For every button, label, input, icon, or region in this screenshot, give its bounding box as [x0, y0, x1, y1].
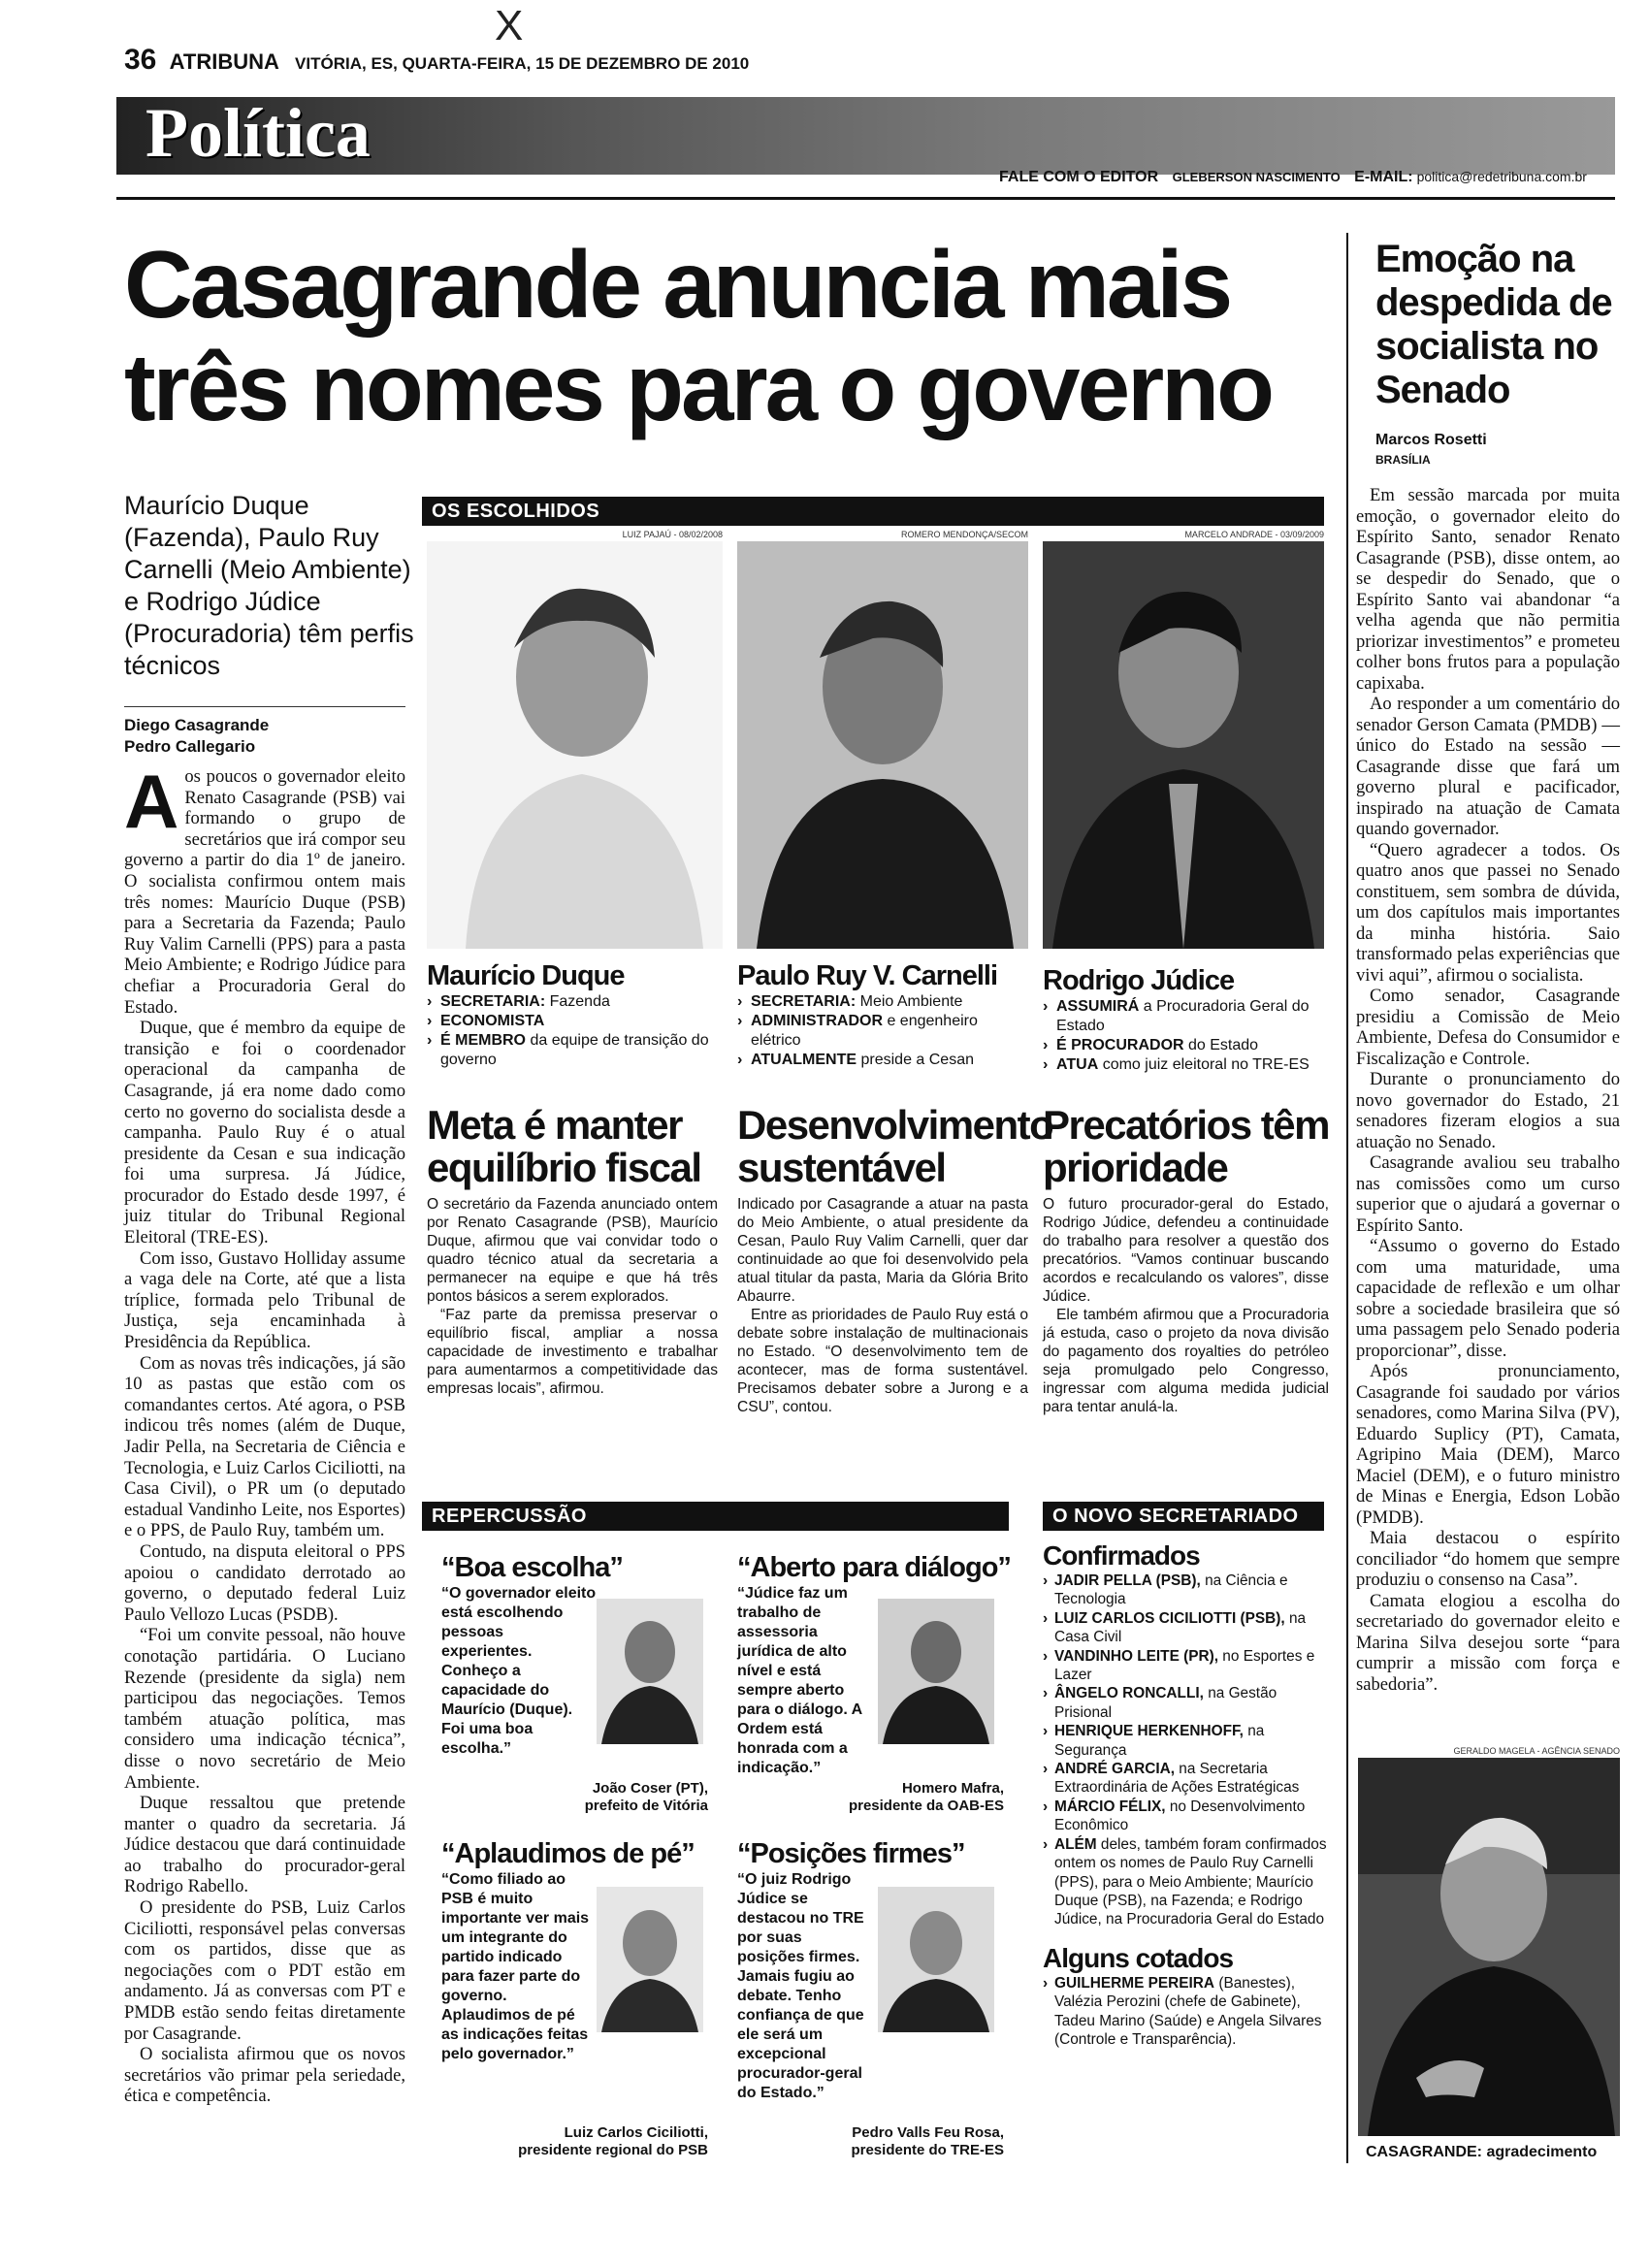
cotados-list — [1043, 1974, 1329, 2050]
drop-cap: A — [124, 759, 179, 844]
paragraph: Camata elogiou a escolha do secretariado do governador eleito e Marina Silva desejou sorte “para cumprir a missão com força e sabedoria”. — [1356, 1590, 1620, 1695]
profile-fact: › É MEMBRO da equipe de transição do governo — [427, 1031, 718, 1070]
story-body: O futuro procurador-geral do Estado, Rodrigo Júdice, defendeu a continuidade do trabalho para resolver a questão dos precatórios. “Vamos continuar buscando acordos e recalculando os valores”, disse Júdice. Ele também afirmou que a Procuradoria já estuda, caso o projeto da nova divisão do pagamento dos royalties do petróleo seja promulgado pelo Congresso, ingressar com alguma medida judicial para tentar anulá-la. — [1043, 1196, 1329, 1415]
list-item: › JADIR PELLA (PSB), na Ciência e Tecnologia — [1043, 1571, 1329, 1609]
photo-mauricio-duque — [427, 541, 723, 949]
story-headline: Precatórios têm prioridade — [1043, 1102, 1329, 1190]
story-fazenda — [427, 1104, 718, 1398]
paragraph: O socialista afirmou que os novos secretários vão primar pela seriedade, ética e competência. — [124, 2044, 405, 2107]
byline-2: Pedro Callegario — [124, 737, 256, 756]
page-number: 36 — [124, 44, 157, 76]
confirmados-heading: Confirmados — [1043, 1540, 1200, 1571]
quote-source: Homero Mafra, presidente da OAB-ES — [848, 1780, 1004, 1814]
photo-pedro-valls-feu-rosa — [878, 1887, 994, 2032]
paragraph: Duque, que é membro da equipe de transição e foi o coordenador operacional da campanha de Casagrande, já era nome dado como certo no governo do socialista desde a campanha. Paulo Ruy é o atual presidente da Cesan e sua indicação foi uma surpresa. Já Júdice, procurador do Estado desde 1997, é juiz titular do Tribunal Regional Eleitoral (TRE-ES). — [124, 1018, 405, 1248]
story-meio-ambiente — [737, 1102, 1053, 1416]
profile-name: Maurício Duque — [427, 960, 625, 991]
editor-name: GLEBERSON NASCIMENTO — [1172, 170, 1341, 184]
photo-casagrande — [1358, 1758, 1620, 2136]
story-body: Indicado por Casagrande a atuar na pasta do Meio Ambiente, o atual presidente da Cesan, Paulo Ruy Valim Carnelli, quer dar continuidade ao que foi desenvolvido pela atual titular da pasta, Maria da Glória Brito Abaurre. Entre as prioridades de Paulo Ruy está o debate sobre instalação de multinacionais no Estado. “O desenvolvimento tem de acontecer, mas de forma sustentável. Precisamos debater sobre a Jurong e a CSU”, contou. — [737, 1196, 1028, 1415]
profile-fact: › ATUALMENTE preside a Cesan — [737, 1051, 1028, 1070]
section-title: Política — [146, 94, 371, 172]
paragraph: Em sessão marcada por muita emoção, o governador eleito do Espírito Santo, senador Renato Casagrande (PSB), disse ontem, ao se despedir do Senado, que o Espírito Santo vai abandonar “a velha agenda que não permitia priorizar investimentos” e prometeu colher bons frutos para a população capixaba. — [1356, 485, 1620, 694]
quote-source: João Coser (PT), prefeito de Vitória — [584, 1780, 708, 1814]
column-rule — [1346, 233, 1348, 2163]
section-bar-repercussao: REPERCUSSÃO — [422, 1502, 1009, 1531]
section-bar-escolhidos: OS ESCOLHIDOS — [422, 497, 1324, 526]
list-item: › LUIZ CARLOS CICILIOTTI (PSB), na Casa Civil — [1043, 1609, 1329, 1647]
paragraph: Aos poucos o governador eleito Renato Casagrande (PSB) vai formando o grupo de secretários que irá compor seu governo a partir do dia 1º de janeiro. O socialista confirmou ontem mais três nomes: Maurício Duque (PSB) para a Secretaria da Fazenda; Paulo Ruy Valim Carnelli (PPS) para a pasta Meio Ambiente; e Rodrigo Júdice para chefiar a Procuradoria Geral do Estado. — [124, 759, 405, 1018]
list-item: › GUILHERME PEREIRA (Banestes), Valézia Perozini (chefe de Gabinete), Tadeu Marino (Saúde) e Angela Silvares (Controle e Transparência). — [1043, 1974, 1329, 2050]
byline-1: Diego Casagrande — [124, 716, 270, 734]
editor-contact — [999, 169, 1597, 186]
side-author: Marcos Rosetti — [1375, 432, 1487, 448]
story-headline: Desenvolvimento sustentável — [737, 1102, 1053, 1190]
story-body: O secretário da Fazenda anunciado ontem por Renato Casagrande (PSB), Maurício Duque, afirmou que vai convidar todo o quadro técnico atual da secretaria a permanecer na equipe e que há três pontos básicos a serem explorados. “Faz parte da premissa preservar o equilíbrio fiscal, ampliar a nossa capacidade de investimento e trabalhar para aumentarmos a competitividade das empresas locais”, afirmou. — [427, 1196, 718, 1397]
cotados-heading: Alguns cotados — [1043, 1942, 1234, 1973]
photo-credit: LUIZ PAJAÚ - 08/02/2008 — [622, 530, 723, 539]
paragraph: Duque ressaltou que pretende manter o quadro da secretaria. Já Júdice destacou que dará continuidade ao trabalho do procurador-geral Rodrigo Rabello. — [124, 1793, 405, 1897]
page-folio — [124, 44, 749, 77]
profile-facts — [427, 992, 718, 1070]
main-story-body — [124, 759, 405, 2107]
profile-rodrigo-judice — [1043, 965, 1329, 1075]
photo-luiz-carlos-ciciliotti — [597, 1887, 703, 2032]
novo-secretariado-list — [1043, 1540, 1329, 2049]
main-headline — [124, 233, 1346, 438]
paragraph: “Assumo o governo do Estado com uma maturidade, uma capacidade de reflexão e um olhar sobre a sociedade brasileira que só uma passagem pelo Senado poderia proporcionar”, disse. — [1356, 1236, 1620, 1361]
profile-name: Paulo Ruy V. Carnelli — [737, 960, 998, 991]
paragraph: Contudo, na disputa eleitoral o PPS apoiou o candidato derrotado ao governo, o deputado federal Luiz Paulo Vellozo Lucas (PSDB). — [124, 1540, 405, 1625]
list-item: › ALÉM deles, também foram confirmados ontem os nomes de Paulo Ruy Carnelli (PPS), para o Meio Ambiente; Maurício Duque (PSB), na Fazenda; e Rodrigo Júdice, na Procuradoria Geral do Estado — [1043, 1835, 1329, 1929]
story-headline: Meta é manter equilíbrio fiscal — [427, 1102, 701, 1190]
quote-text: “O juiz Rodrigo Júdice se destacou no TRE por suas posições firmes. Jamais fugiu ao debate. Tenho confiança de que ele será um excepcional procurador-geral do Estado.” — [737, 1871, 864, 2101]
profile-fact: › SECRETARIA: Meio Ambiente — [737, 992, 1028, 1012]
list-item: › MÁRCIO FÉLIX, no Desenvolvimento Econômico — [1043, 1798, 1329, 1835]
paragraph: Maia destacou o espírito conciliador “do homem que sempre produziu o consenso na Casa”. — [1356, 1528, 1620, 1590]
quote-text: “Júdice faz um trabalho de assessoria jurídica de alto nível e está sempre aberto para o diálogo. A Ordem está honrada com a indicação.” — [737, 1585, 862, 1776]
profile-mauricio-duque — [427, 960, 718, 1070]
headline-line-1: Casagrande anuncia mais — [124, 231, 1231, 338]
photo-rodrigo-judice — [1043, 541, 1324, 949]
side-dateline: BRASÍLIA — [1375, 453, 1431, 467]
list-item: › ÂNGELO RONCALLI, na Gestão Prisional — [1043, 1684, 1329, 1722]
side-story-body — [1356, 485, 1620, 1695]
header-rule — [116, 197, 1615, 200]
paragraph: Ao responder a um comentário do senador Gerson Camata (PMDB) — único do Estado na sessão — Casagrande disse que fará um governo plural e pacificador, inspirado na atuação de Camata quando governador. — [1356, 694, 1620, 839]
paragraph: Como senador, Casagrande presidiu a Comissão de Meio Ambiente, Defesa do Consumidor e Fiscalização e Controle. — [1356, 986, 1620, 1069]
paragraph: Casagrande avaliou seu trabalho nas comissões como um curso superior que o ajudará a governar o Espírito Santo. — [1356, 1152, 1620, 1236]
quote-headline: “Boa escolha” — [441, 1552, 623, 1583]
list-item: › HENRIQUE HERKENHOFF, na Segurança — [1043, 1722, 1329, 1760]
profile-fact: › SECRETARIA: Fazenda — [427, 992, 718, 1012]
photo-homero-mafra — [878, 1599, 994, 1744]
paragraph: Durante o pronunciamento do novo governador do Estado, 21 senadores fizeram elogios a sua atuação no Senado. — [1356, 1069, 1620, 1152]
quote-headline: “Aberto para diálogo” — [737, 1552, 1011, 1583]
profile-name: Rodrigo Júdice — [1043, 965, 1235, 996]
paragraph: O presidente do PSB, Luiz Carlos Ciciliotti, responsável pelas conversas com os partidos, disse que as negociações com o PDT estão em andamento. Já as conversas com PT e PMDB estão sendo feitas diretamente por Casagrande. — [124, 1897, 405, 2044]
editor-label: FALE COM O EDITOR — [999, 169, 1159, 185]
handwritten-mark: X — [495, 2, 524, 49]
headline-line-2: três nomes para o governo — [124, 334, 1273, 440]
photo-credit: GERALDO MAGELA - AGÊNCIA SENADO — [1453, 1746, 1620, 1756]
story-procuradoria — [1043, 1104, 1329, 1416]
paragraph: Com isso, Gustavo Holliday assume a vaga dele na Corte, até que a lista tríplice, formada pelo Tribunal de Justiça, seja encaminhada à Presidência da República. — [124, 1247, 405, 1353]
profile-fact: › ASSUMIRÁ a Procuradoria Geral do Estado — [1043, 997, 1329, 1036]
list-item: › ANDRÉ GARCIA, na Secretaria Extraordinária de Ações Estratégicas — [1043, 1760, 1329, 1798]
photo-credit: ROMERO MENDONÇA/SECOM — [900, 530, 1028, 539]
paragraph: “Foi um convite pessoal, não houve conotação partidária. O Luciano Rezende (presidente da sigla) nem participou das negociações. Temos também atuação política, mas considero uma indicação técnica”, disse o novo secretário de Meio Ambiente. — [124, 1625, 405, 1793]
photo-joao-coser — [597, 1599, 703, 1744]
profile-fact: › ATUA como juiz eleitoral no TRE-ES — [1043, 1055, 1329, 1075]
newspaper-brand: ATRIBUNA — [169, 49, 279, 74]
editor-email[interactable]: politica@redetribuna.com.br — [1416, 169, 1587, 184]
confirmados-list — [1043, 1571, 1329, 1929]
profile-facts — [1043, 997, 1329, 1075]
quote-source: Luiz Carlos Ciciliotti, presidente regional do PSB — [518, 2124, 708, 2158]
email-label: E-MAIL: — [1354, 169, 1413, 185]
photo-caption: CASAGRANDE: agradecimento — [1366, 2144, 1598, 2160]
section-bar-novo-secretariado: O NOVO SECRETARIADO — [1043, 1502, 1324, 1531]
dateline: VITÓRIA, ES, QUARTA-FEIRA, 15 DE DEZEMBRO DE 2010 — [295, 54, 750, 73]
profile-paulo-ruy-carnelli — [737, 960, 1028, 1070]
paragraph: Após pronunciamento, Casagrande foi saudado por vários senadores, como Marina Silva (PV), Eduardo Suplicy (PT), Camata, Agripino Maia (DEM), Marco Maciel (DEM), e o futuro ministro de Minas e Energia, Edson Lobão (PMDB). — [1356, 1361, 1620, 1528]
photo-paulo-ruy-carnelli — [737, 541, 1028, 949]
bylines — [124, 715, 415, 758]
sub-deck: Maurício Duque (Fazenda), Paulo Ruy Carnelli (Meio Ambiente) e Rodrigo Júdice (Procuradoria) têm perfis técnicos — [124, 491, 414, 680]
quote-headline: “Aplaudimos de pé” — [441, 1838, 695, 1869]
profile-facts — [737, 992, 1028, 1070]
quote-headline: “Posições firmes” — [737, 1838, 965, 1869]
quote-text: “Como filiado ao PSB é muito importante ver mais um integrante do partido indicado para fazer parte do governo. Aplaudimos de pé as indicações feitas pelo governador.” — [441, 1871, 590, 2062]
deck-rule — [124, 706, 405, 707]
paragraph: Com as novas três indicações, já são 10 as pastas que estão com os comandantes certos. Até agora, o PSB indicou três nomes (além de Duque, Jadir Pella, na Secretaria de Ciência e Tecnologia, e Luiz Carlos Ciciliotti, na Casa Civil), o PR um (o deputado estadual Vandinho Leite, nos Esportes) e o PPS, de Paulo Ruy, também um. — [124, 1352, 405, 1541]
paragraph: “Quero agradecer a todos. Os quatro anos que passei no Senado constituem, sem sombra de dúvida, um dos capítulos mais importantes da minha história. Saio transformado pelas experiências que vivi aqui”, afirmou o socialista. — [1356, 839, 1620, 986]
profile-fact: › ADMINISTRADOR e engenheiro elétrico — [737, 1012, 1028, 1051]
profile-fact: › ECONOMISTA — [427, 1012, 718, 1031]
photo-credit: MARCELO ANDRADE - 03/09/2009 — [1184, 530, 1324, 539]
quote-text: “O governador eleito está escolhendo pessoas experientes. Conheço a capacidade do Maurício (Duque). Foi uma boa escolha.” — [441, 1585, 597, 1757]
list-item: › VANDINHO LEITE (PR), no Esportes e Lazer — [1043, 1647, 1329, 1685]
quote-source: Pedro Valls Feu Rosa, presidente do TRE-ES — [851, 2124, 1004, 2158]
side-headline: Emoção na despedida de socialista no Senado — [1375, 238, 1612, 411]
profile-fact: › É PROCURADOR do Estado — [1043, 1036, 1329, 1055]
